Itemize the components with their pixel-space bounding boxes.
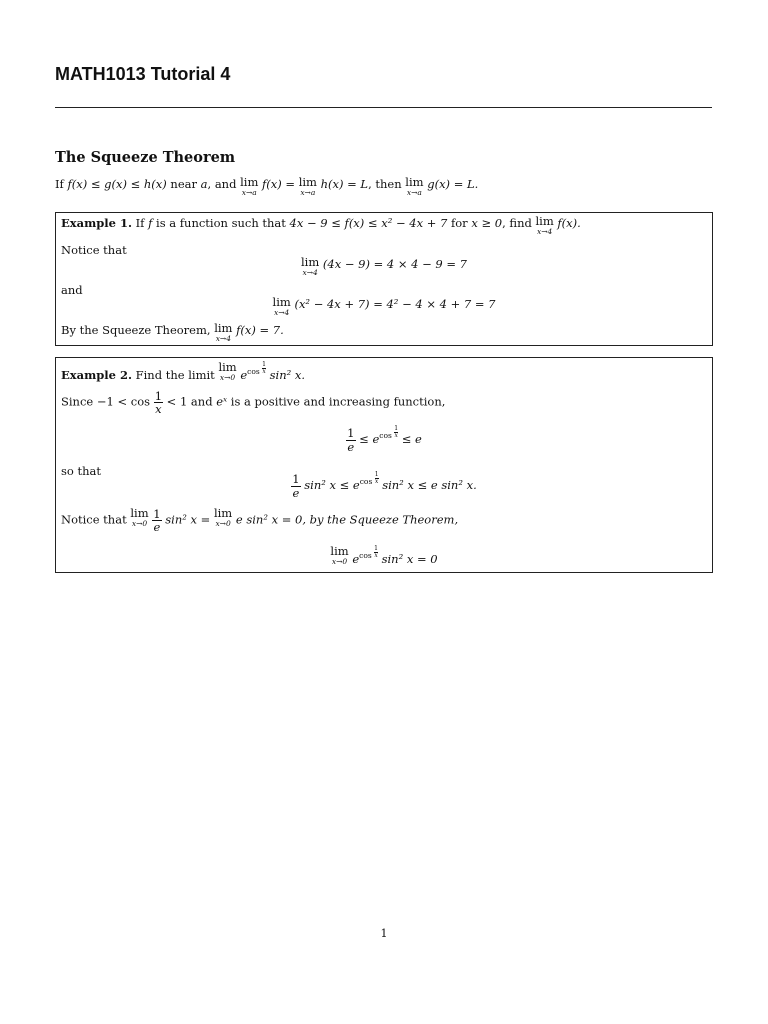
document-title: MATH1013 Tutorial 4 xyxy=(55,64,231,84)
limit-operator: lim x→4 xyxy=(300,255,320,277)
example-2-box xyxy=(55,357,713,573)
limit-operator: lim x→4 xyxy=(214,321,233,343)
limit-operator: lim x→a xyxy=(298,175,317,197)
notice-text: Notice that xyxy=(61,512,127,527)
fraction-one-over-x: $\frac{1}{x}$ xyxy=(154,389,163,417)
statement-text: for xyxy=(451,216,468,230)
notice-text: Notice that xyxy=(61,243,127,257)
limit-target: f(x). xyxy=(557,216,581,230)
statement-text: If xyxy=(135,216,145,230)
since-text: is a positive and increasing function, xyxy=(230,394,446,409)
fraction-one-over-e: $\frac{1}{e}$ xyxy=(347,426,355,454)
base-e: e xyxy=(352,478,360,492)
statement-text: Find the limit xyxy=(135,368,215,382)
intro-h-limit: h(x) = L xyxy=(320,177,369,191)
limit-operator: lim x→0 xyxy=(213,506,233,528)
intro-inequality: f(x) ≤ g(x) ≤ h(x) xyxy=(67,177,167,191)
inequality-part: sin² x ≤ e sin² x. xyxy=(382,478,477,492)
equation-lower-limit xyxy=(56,257,712,276)
example-2-statement: Example 2. Find the limit lim x→0 $e^{cos \frac{1}{x}}$ sin² x. xyxy=(61,360,306,382)
example-1-box xyxy=(55,212,713,346)
limit-operator: lim x→0 xyxy=(130,506,149,528)
bounds-inequality: 4x − 9 ≤ f(x) ≤ x² − 4x + 7 xyxy=(289,216,448,230)
intro-if: If xyxy=(55,177,64,191)
limit-operator: lim x→a xyxy=(240,175,259,197)
inequality-1: $\frac{1}{e}$ ≤ $e^{cos \frac{1}{x}}$ ≤ e xyxy=(347,425,422,454)
notice-equation: e sin² x = 0, by the Squeeze Theorem, xyxy=(235,512,459,527)
exp-function: eˣ xyxy=(216,394,228,409)
theorem-statement xyxy=(55,177,478,196)
statement-text: , find xyxy=(502,216,532,230)
fraction-one-over-e: $\frac{1}{e}$ xyxy=(153,507,161,535)
function-symbol: f xyxy=(148,216,153,230)
final-result: lim x→0 $e^{cos \frac{1}{x}}$ sin² x = 0 xyxy=(330,544,438,566)
limit-operator: lim x→4 xyxy=(535,214,554,236)
since-text: < 1 and xyxy=(166,394,213,409)
limit-operator: lim x→0 xyxy=(218,360,237,382)
equation-upper-limit xyxy=(56,297,712,316)
section-title: The Squeeze Theorem xyxy=(55,149,236,166)
header-divider xyxy=(55,107,712,108)
limit-operator: lim x→4 xyxy=(272,295,291,317)
base-e: e xyxy=(240,368,248,382)
base-e: e xyxy=(352,552,360,566)
conclusion-text: By the Squeeze Theorem, xyxy=(61,323,211,337)
intro-point: a xyxy=(200,177,208,191)
statement-text: is a function such that xyxy=(156,216,286,230)
since-statement xyxy=(61,390,445,415)
intro-f-limit: f(x) = xyxy=(262,177,296,191)
limit-operator: lim x→a xyxy=(405,175,424,197)
equation-upper-limit-expr: (x² − 4x + 7) = 4² − 4 × 4 + 7 = 7 xyxy=(294,297,496,311)
base-e: e xyxy=(372,432,380,446)
fraction-one-over-e: $\frac{1}{e}$ xyxy=(292,472,300,500)
example-1-statement xyxy=(61,216,581,235)
since-text: Since −1 < cos xyxy=(61,394,151,409)
intro-then: , then xyxy=(368,177,402,191)
page-number: 1 xyxy=(380,927,388,940)
inequality-2: $\frac{1}{e}$ sin² $x \le e^{cos \frac{1}{x}}$ sin² x ≤ e sin² x. xyxy=(292,471,477,500)
intro-and: , and xyxy=(207,177,237,191)
example-1-label: Example 1. xyxy=(61,216,132,230)
notice-equation: sin² x = xyxy=(165,512,211,527)
so-that-text: so that xyxy=(61,464,101,478)
inequality-sign: ≤ xyxy=(359,432,369,446)
example-1-conclusion xyxy=(61,323,284,342)
conclusion-equation: f(x) = 7. xyxy=(236,323,284,337)
sine-squared: sin² x. xyxy=(269,368,306,382)
intro-near: near xyxy=(170,177,197,191)
domain-condition: x ≥ 0 xyxy=(471,216,503,230)
inequality-end: ≤ e xyxy=(401,432,422,446)
final-equation: sin² x = 0 xyxy=(381,552,438,566)
and-text: and xyxy=(61,283,83,297)
equation-lower-limit-expr: (4x − 9) = 4 × 4 − 9 = 7 xyxy=(322,257,467,271)
example-2-label: Example 2. xyxy=(61,368,132,382)
notice-statement xyxy=(61,508,458,533)
limit-operator: lim x→0 xyxy=(330,544,349,566)
inequality-part: sin² x ≤ xyxy=(304,478,350,492)
intro-g-limit: g(x) = L. xyxy=(427,177,479,191)
